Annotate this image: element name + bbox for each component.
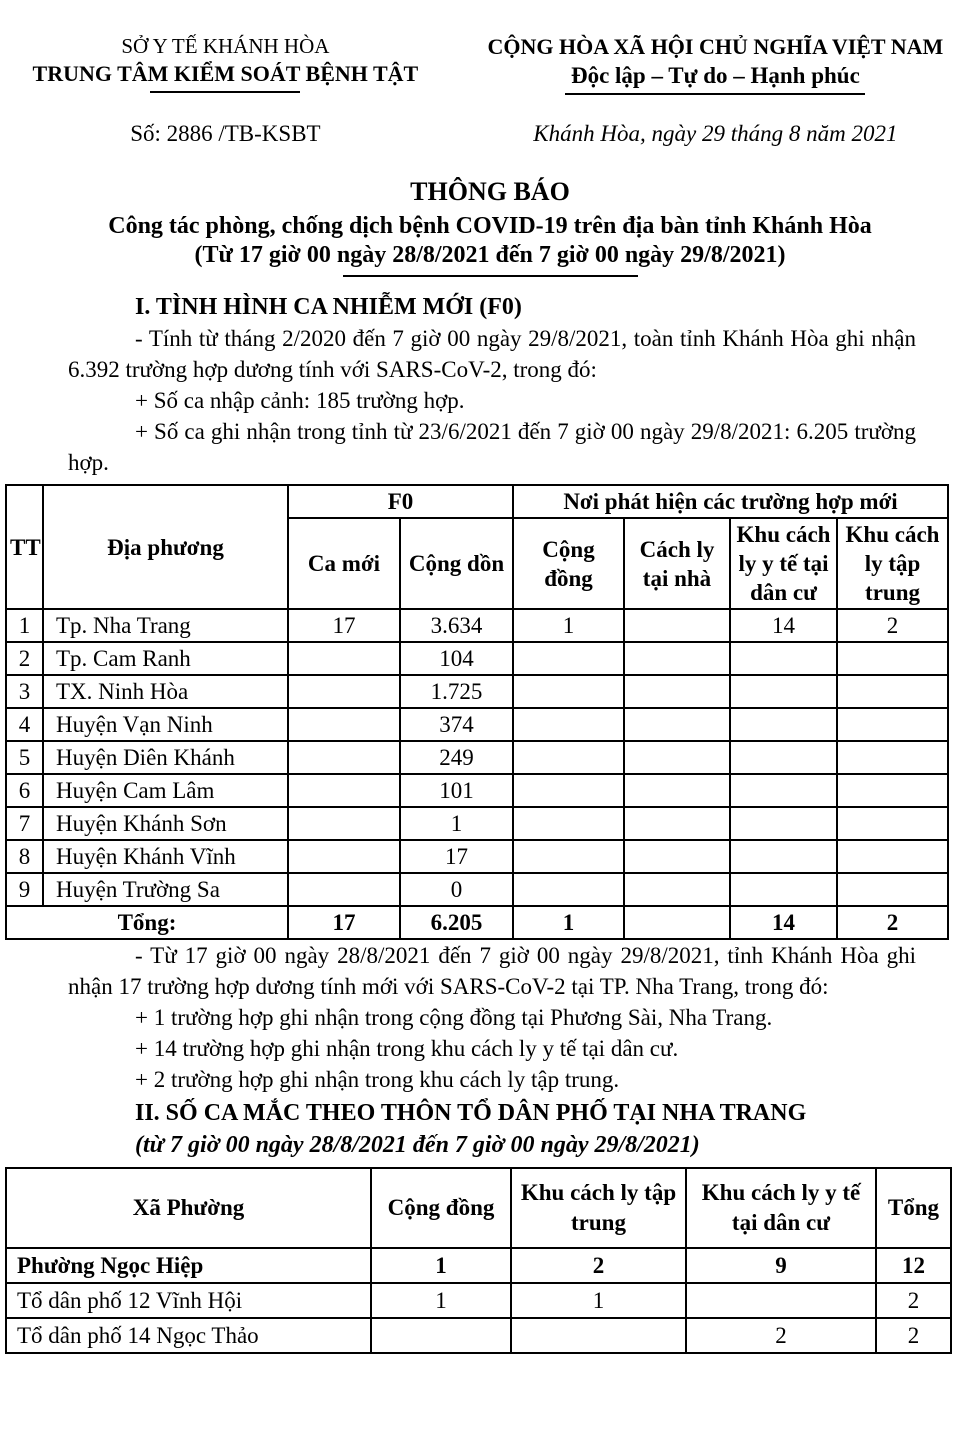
section2-subheading: (từ 7 giờ 00 ngày 28/8/2021 đến 7 giờ 00 ngày 29/8/2021) xyxy=(135,1132,700,1158)
cell-community: 1 xyxy=(371,1283,511,1318)
cell-concentrated: 1 xyxy=(511,1283,686,1318)
cell-concentrated: 2 xyxy=(511,1248,686,1283)
cell-cumulative: 17 xyxy=(400,840,513,873)
table-row xyxy=(6,1248,951,1283)
doc-title: THÔNG BÁO xyxy=(410,177,570,206)
cell-community xyxy=(513,741,624,774)
cell-district: TX. Ninh Hòa xyxy=(43,675,288,708)
col-place-group: Nơi phát hiện các trường hợp mới xyxy=(513,485,948,518)
cell-new-cases xyxy=(288,675,400,708)
col-concentrated-quarantine: Khu cách ly tập trung xyxy=(837,518,948,609)
table-total-row xyxy=(6,906,948,939)
cell-tt: 4 xyxy=(6,708,43,741)
cell-new-cases xyxy=(288,708,400,741)
cell-home xyxy=(624,741,730,774)
table-row xyxy=(6,840,948,873)
intro-paragraph: - Tính từ tháng 2/2020 đến 7 giờ 00 ngày 29/8/2021, toàn tỉnh Khánh Hòa ghi nhận 6.392 trường hợp dương tính với SARS-CoV-2, trong đó: xyxy=(68,326,916,382)
cell-medical xyxy=(730,840,837,873)
cell-medical xyxy=(730,873,837,906)
national-title: CỘNG HÒA XÃ HỘI CHỦ NGHĨA VIỆT NAM xyxy=(487,34,944,59)
cell-ward: Tổ dân phố 14 Ngọc Thảo xyxy=(6,1318,371,1353)
cell-tt: 1 xyxy=(6,609,43,642)
header-left-rule xyxy=(150,91,300,93)
cell-cumulative: 6.205 xyxy=(400,906,513,939)
cell-medical xyxy=(730,708,837,741)
summary-paragraph: - Từ 17 giờ 00 ngày 28/8/2021 đến 7 giờ 00 ngày 29/8/2021, tỉnh Khánh Hòa ghi nhận 17 trường hợp dương tính mới với SARS-CoV-2 tại TP. Nha Trang, trong đó: xyxy=(68,943,916,999)
col-home-quarantine: Cách ly tại nhà xyxy=(624,518,730,609)
table-row xyxy=(6,1318,951,1353)
cell-concentrated xyxy=(511,1318,686,1353)
imported-cases-line: + Số ca nhập cảnh: 185 trường hợp. xyxy=(135,388,465,413)
cell-medical xyxy=(730,675,837,708)
col-district: Địa phương xyxy=(43,485,288,609)
col-medical-quarantine: Khu cách ly y tế tại dân cư xyxy=(686,1168,876,1248)
title-rule xyxy=(343,275,638,277)
cell-home xyxy=(624,906,730,939)
table-row xyxy=(6,873,948,906)
national-motto: Độc lập – Tự do – Hạnh phúc xyxy=(570,63,860,88)
cell-district: Huyện Khánh Sơn xyxy=(43,807,288,840)
cell-concentrated xyxy=(837,807,948,840)
cell-ward: Phường Ngọc Hiệp xyxy=(6,1248,371,1283)
domestic-cases-line: + Số ca ghi nhận trong tỉnh từ 23/6/2021 đến 7 giờ 00 ngày 29/8/2021: 6.205 trường hợp. xyxy=(68,419,916,475)
cell-cumulative: 104 xyxy=(400,642,513,675)
cell-cumulative: 1.725 xyxy=(400,675,513,708)
cell-home xyxy=(624,807,730,840)
cell-district: Huyện Khánh Vĩnh xyxy=(43,840,288,873)
cell-community xyxy=(513,642,624,675)
cell-new-cases xyxy=(288,741,400,774)
cell-new-cases xyxy=(288,873,400,906)
cell-concentrated: 2 xyxy=(837,609,948,642)
table-row xyxy=(6,708,948,741)
cell-new-cases: 17 xyxy=(288,906,400,939)
cell-medical xyxy=(730,741,837,774)
cell-new-cases xyxy=(288,642,400,675)
table-row xyxy=(6,807,948,840)
doc-subtitle: Công tác phòng, chống dịch bệnh COVID-19 trên địa bàn tỉnh Khánh Hòa xyxy=(108,213,872,239)
cell-home xyxy=(624,642,730,675)
col-tt: TT xyxy=(6,485,43,609)
cell-total: 2 xyxy=(876,1318,951,1353)
cell-home xyxy=(624,675,730,708)
cell-new-cases xyxy=(288,840,400,873)
cell-community xyxy=(513,840,624,873)
cell-concentrated xyxy=(837,774,948,807)
cell-new-cases xyxy=(288,774,400,807)
cell-home xyxy=(624,840,730,873)
cell-ward: Tổ dân phố 12 Vĩnh Hội xyxy=(6,1283,371,1318)
cell-tt: 3 xyxy=(6,675,43,708)
cell-medical: 14 xyxy=(730,609,837,642)
issuing-department: TRUNG TÂM KIỂM SOÁT BỆNH TẬT xyxy=(32,61,419,86)
table-row xyxy=(6,675,948,708)
cases-by-locality-table xyxy=(5,484,949,940)
cell-concentrated xyxy=(837,708,948,741)
cell-district: Tp. Nha Trang xyxy=(43,609,288,642)
medical-quarantine-line: + 14 trường hợp ghi nhận trong khu cách ly y tế tại dân cư. xyxy=(135,1036,679,1061)
concentrated-quarantine-line: + 2 trường hợp ghi nhận trong khu cách ly tập trung. xyxy=(135,1067,620,1092)
cell-community xyxy=(513,708,624,741)
cell-new-cases xyxy=(288,807,400,840)
table-header-row xyxy=(6,1168,951,1248)
table-row xyxy=(6,741,948,774)
cell-tt: 9 xyxy=(6,873,43,906)
section2-heading: II. SỐ CA MẮC THEO THÔN TỔ DÂN PHỐ TẠI NHA TRANG xyxy=(135,1100,807,1126)
cell-home xyxy=(624,774,730,807)
community-case-line: + 1 trường hợp ghi nhận trong cộng đồng tại Phương Sài, Nha Trang. xyxy=(135,1005,773,1030)
cell-concentrated xyxy=(837,840,948,873)
document-meta-row xyxy=(0,121,980,147)
cell-community xyxy=(513,774,624,807)
cell-total: 12 xyxy=(876,1248,951,1283)
col-community: Cộng đồng xyxy=(513,518,624,609)
col-f0-group: F0 xyxy=(288,485,513,518)
cell-district: Huyện Diên Khánh xyxy=(43,741,288,774)
cell-medical: 2 xyxy=(686,1318,876,1353)
cell-concentrated xyxy=(837,675,948,708)
doc-number: Số: 2886 /TB-KSBT xyxy=(130,121,321,146)
title-block xyxy=(0,177,980,277)
cell-community xyxy=(513,675,624,708)
col-total: Tổng xyxy=(876,1168,951,1248)
col-new-cases: Ca mới xyxy=(288,518,400,609)
cell-cumulative: 249 xyxy=(400,741,513,774)
cell-concentrated: 2 xyxy=(837,906,948,939)
cell-concentrated xyxy=(837,873,948,906)
header-left-block xyxy=(0,34,451,95)
table-header-row xyxy=(6,485,948,518)
cell-district: Huyện Cam Lâm xyxy=(43,774,288,807)
cell-medical xyxy=(730,642,837,675)
table-row xyxy=(6,609,948,642)
col-community: Cộng đồng xyxy=(371,1168,511,1248)
cell-community: 1 xyxy=(513,609,624,642)
cell-tt: 7 xyxy=(6,807,43,840)
cell-community xyxy=(513,807,624,840)
date-line: Khánh Hòa, ngày 29 tháng 8 năm 2021 xyxy=(533,121,898,146)
cell-community xyxy=(371,1318,511,1353)
cell-tt: 6 xyxy=(6,774,43,807)
cell-total: 2 xyxy=(876,1283,951,1318)
table-row xyxy=(6,1283,951,1318)
cell-district: Tp. Cam Ranh xyxy=(43,642,288,675)
col-ward: Xã Phường xyxy=(6,1168,371,1248)
col-cumulative: Cộng dồn xyxy=(400,518,513,609)
cell-home xyxy=(624,873,730,906)
doc-period: (Từ 17 giờ 00 ngày 28/8/2021 đến 7 giờ 00 ngày 29/8/2021) xyxy=(194,242,786,268)
issuing-authority: SỞ Y TẾ KHÁNH HÒA xyxy=(121,34,330,58)
cell-cumulative: 0 xyxy=(400,873,513,906)
col-medical-quarantine: Khu cách ly y tế tại dân cư xyxy=(730,518,837,609)
cell-concentrated xyxy=(837,642,948,675)
cell-community: 1 xyxy=(513,906,624,939)
cell-tt: 8 xyxy=(6,840,43,873)
document-header xyxy=(0,34,980,95)
cell-concentrated xyxy=(837,741,948,774)
section1-heading: I. TÌNH HÌNH CA NHIỄM MỚI (F0) xyxy=(135,294,522,320)
cell-medical: 14 xyxy=(730,906,837,939)
cell-new-cases: 17 xyxy=(288,609,400,642)
cell-tt: 2 xyxy=(6,642,43,675)
cell-community xyxy=(513,873,624,906)
cell-tt: 5 xyxy=(6,741,43,774)
cell-district: Huyện Trường Sa xyxy=(43,873,288,906)
cell-total-label: Tổng: xyxy=(6,906,288,939)
cell-medical xyxy=(730,774,837,807)
cell-community: 1 xyxy=(371,1248,511,1283)
cases-by-ward-table xyxy=(5,1167,952,1354)
cell-district: Huyện Vạn Ninh xyxy=(43,708,288,741)
cell-cumulative: 374 xyxy=(400,708,513,741)
table-row xyxy=(6,774,948,807)
cell-cumulative: 101 xyxy=(400,774,513,807)
header-right-rule xyxy=(565,93,865,95)
cell-home xyxy=(624,609,730,642)
cell-medical: 9 xyxy=(686,1248,876,1283)
cell-medical xyxy=(730,807,837,840)
cell-home xyxy=(624,708,730,741)
cell-cumulative: 3.634 xyxy=(400,609,513,642)
header-right-block xyxy=(451,34,980,95)
cell-cumulative: 1 xyxy=(400,807,513,840)
table-row xyxy=(6,642,948,675)
col-concentrated-quarantine: Khu cách ly tập trung xyxy=(511,1168,686,1248)
cell-medical xyxy=(686,1283,876,1318)
